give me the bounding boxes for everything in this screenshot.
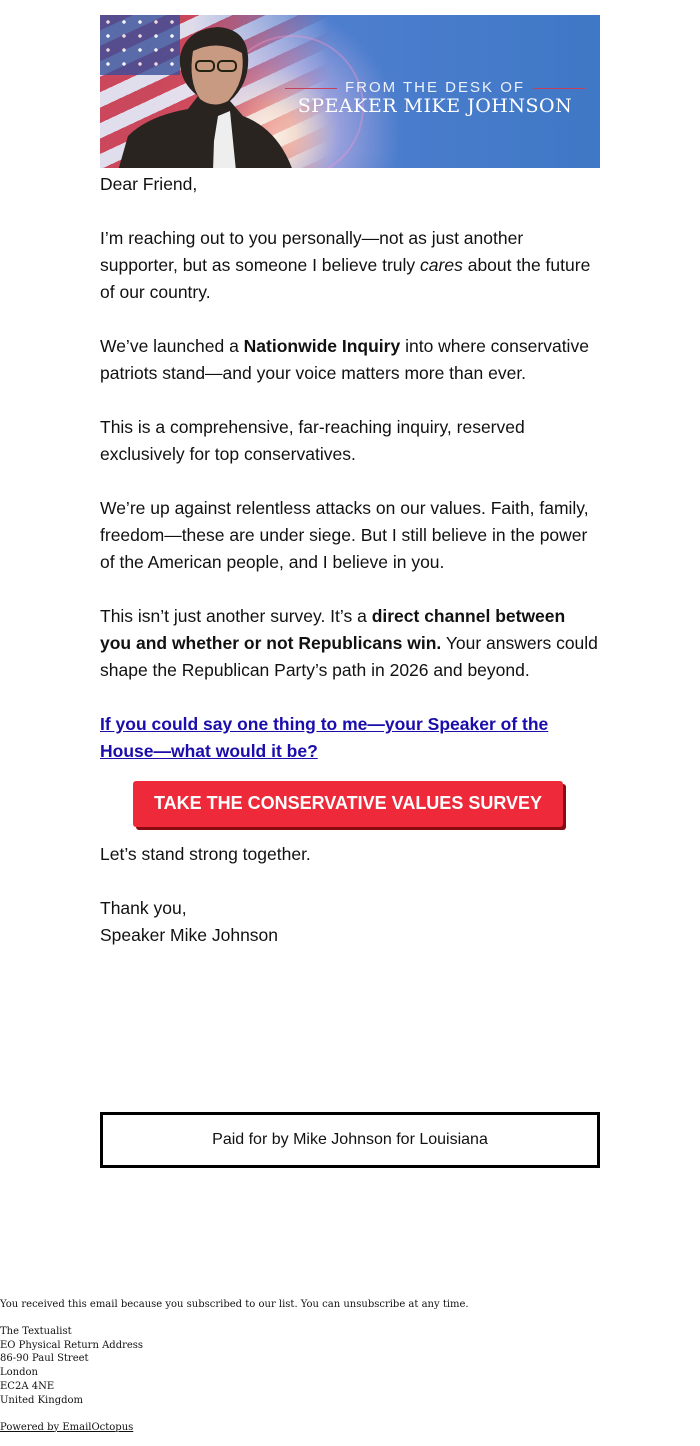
greeting: Dear Friend, [100, 174, 198, 194]
paragraph-5: This isn’t just another survey. It’s a direct channel between you and whether or not Republicans win. Your answers could shape the Republican Party’s path in 2026 and beyond. [100, 606, 598, 680]
signoff-block [100, 895, 600, 949]
paid-for-disclaimer: Paid for by Mike Johnson for Louisiana [100, 1112, 600, 1168]
header-banner [100, 15, 600, 168]
banner-subtitle [270, 79, 600, 96]
take-survey-button[interactable]: TAKE THE CONSERVATIVE VALUES SURVEY [133, 781, 563, 827]
email-body [100, 15, 600, 976]
closing: Let’s stand strong together. [100, 844, 311, 864]
address-line: EO Physical Return Address [0, 1339, 144, 1351]
address-line: United Kingdom [0, 1394, 83, 1406]
signature: Speaker Mike Johnson [100, 925, 279, 945]
subscription-notice: You received this email because you subscribed to our list. You can unsubscribe at any time. [0, 1299, 469, 1310]
address-line: EC2A 4NE [0, 1380, 55, 1392]
address-line: 86-90 Paul Street [0, 1353, 89, 1365]
paragraph-2: We’ve launched a Nationwide Inquiry into where conservative patriots stand—and your voice matters more than ever. [100, 336, 589, 383]
banner-subtitle-text: FROM THE DESK OF [344, 79, 526, 96]
paragraph-3: This is a comprehensive, far-reaching inquiry, reserved exclusively for top conservatives. [100, 417, 525, 464]
question-link[interactable]: If you could say one thing to me—your Speaker of the House—what would it be? [100, 714, 549, 761]
paragraph-1: I’m reaching out to you personally—not as just another supporter, but as someone I believe truly cares about the future of our country. [100, 228, 591, 302]
signoff: Thank you, [100, 898, 187, 918]
paragraph-4: We’re up against relentless attacks on our values. Faith, family, freedom—these are under siege. But I still believe in the power of the American people, and I believe in you. [100, 498, 589, 572]
address-line: The Textualist [0, 1325, 72, 1337]
address-line: London [0, 1367, 38, 1379]
email-footer [0, 1298, 469, 1434]
banner-title: SPEAKER MIKE JOHNSON [297, 95, 573, 117]
powered-by-link[interactable]: Powered by EmailOctopus [0, 1421, 134, 1433]
